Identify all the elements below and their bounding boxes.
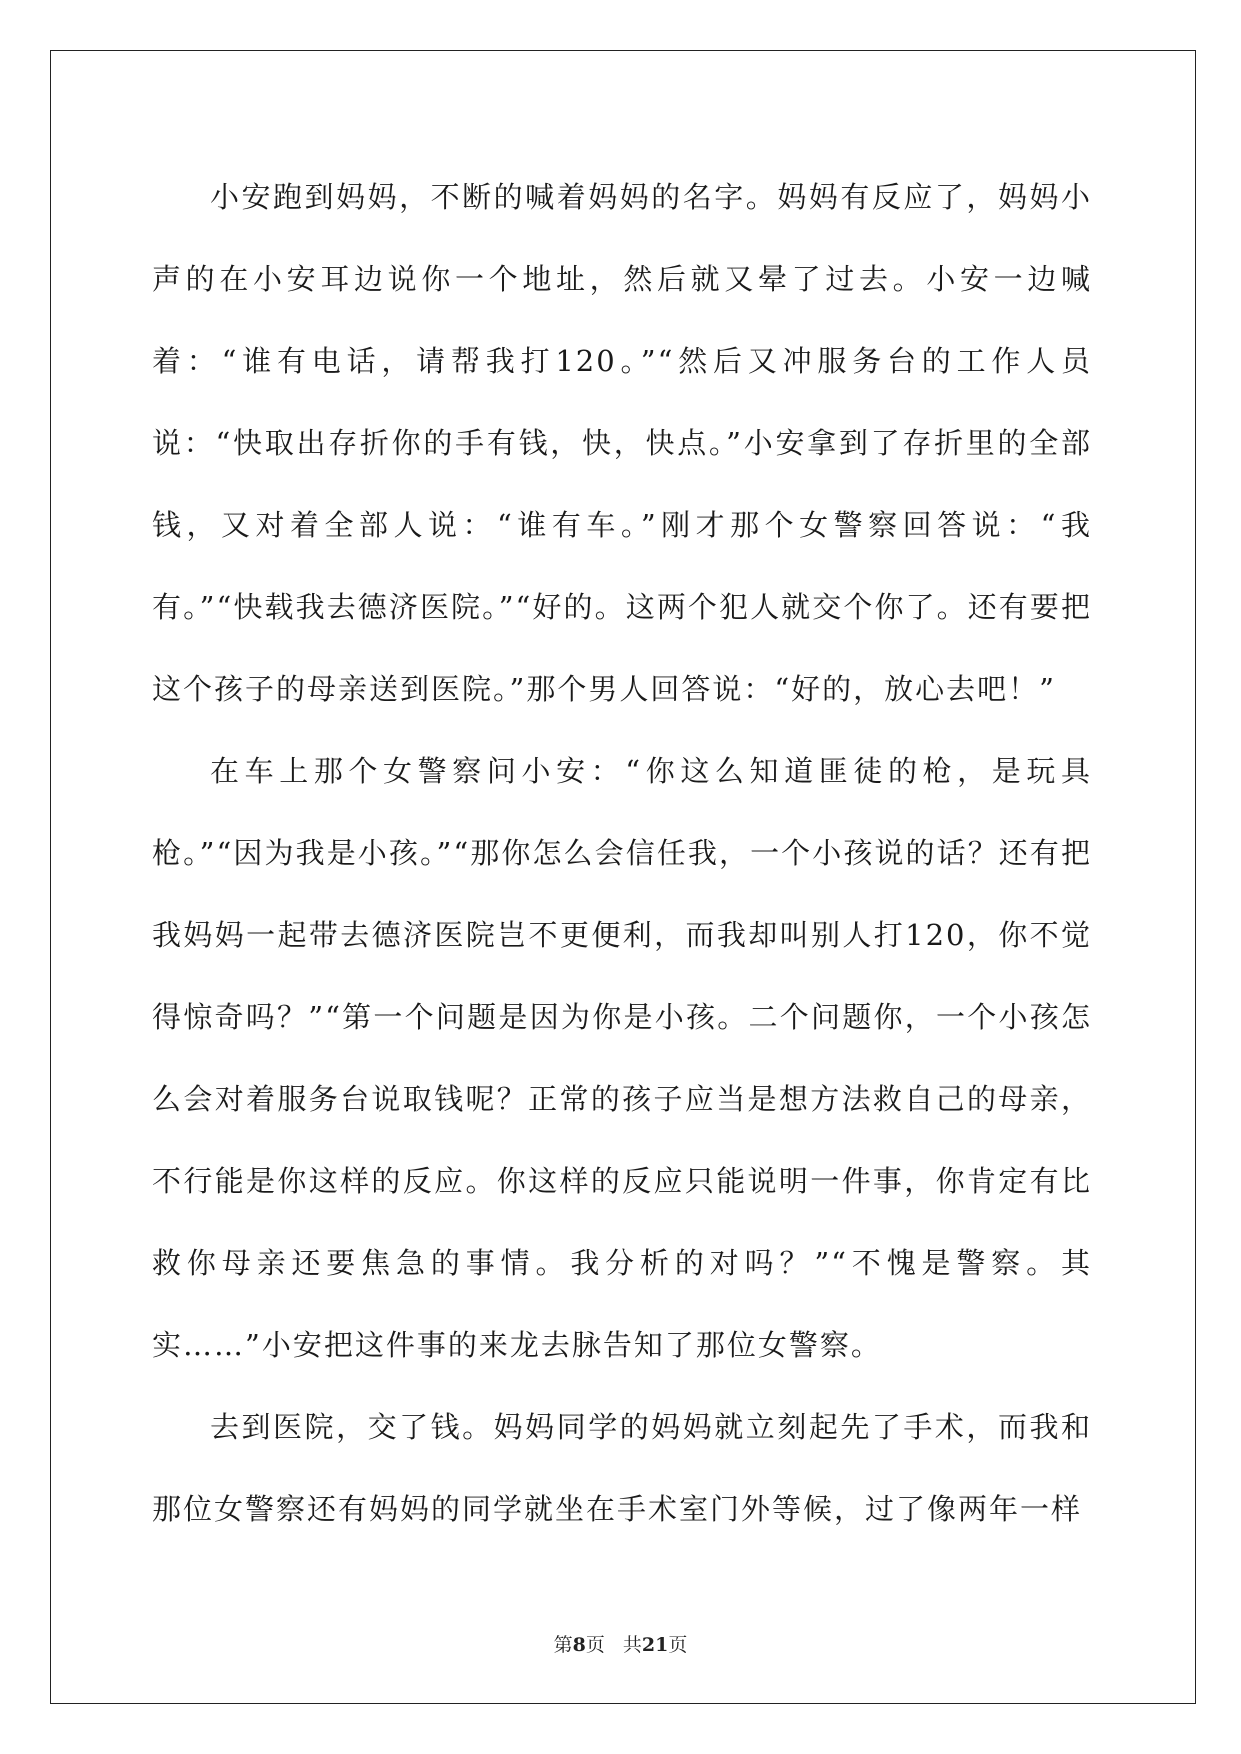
page-number: 8 <box>572 1634 586 1656</box>
page-footer <box>0 1630 1241 1657</box>
total-prefix: 共 <box>622 1634 642 1656</box>
paragraph: 小安跑到妈妈，不断的喊着妈妈的名字。妈妈有反应了，妈妈小声的在小安耳边说你一个地址，然后就又晕了过去。小安一边喊着：“谁有电话，请帮我打120。”“然后又冲服务台的工作人员说：“快取出存折你的手有钱，快，快点。”小安拿到了存折里的全部钱，又对着全部人说：“谁有车。”刚才那个女警察回答说：“我有。”“快载我去德济医院。”“好的。这两个犯人就交个你了。还有要把这个孩子的母亲送到医院。”那个男人回答说：“好的，放心去吧！” <box>152 180 1092 706</box>
total-suffix: 页 <box>668 1634 688 1656</box>
document-body <box>152 156 1092 1550</box>
total-pages: 21 <box>641 1634 669 1656</box>
paragraph: 在车上那个女警察问小安：“你这么知道匪徒的枪，是玩具枪。”“因为我是小孩。”“那你怎么会信任我，一个小孩说的话？还有把我妈妈一起带去德济医院岂不更便利，而我却叫别人打120，你不觉得惊奇吗？”“第一个问题是因为你是小孩。二个问题你，一个小孩怎么会对着服务台说取钱呢？正常的孩子应当是想方法救自己的母亲，不行能是你这样的反应。你这样的反应只能说明一件事，你肯定有比救你母亲还要焦急的事情。我分析的对吗？”“不愧是警察。其实……”小安把这件事的来龙去脉告知了那位女警察。 <box>152 754 1092 1362</box>
page-prefix: 第 <box>553 1634 573 1656</box>
paragraph: 去到医院，交了钱。妈妈同学的妈妈就立刻起先了手术，而我和那位女警察还有妈妈的同学就坐在手术室门外等候，过了像两年一样 <box>152 1410 1092 1526</box>
page-suffix: 页 <box>585 1634 605 1656</box>
